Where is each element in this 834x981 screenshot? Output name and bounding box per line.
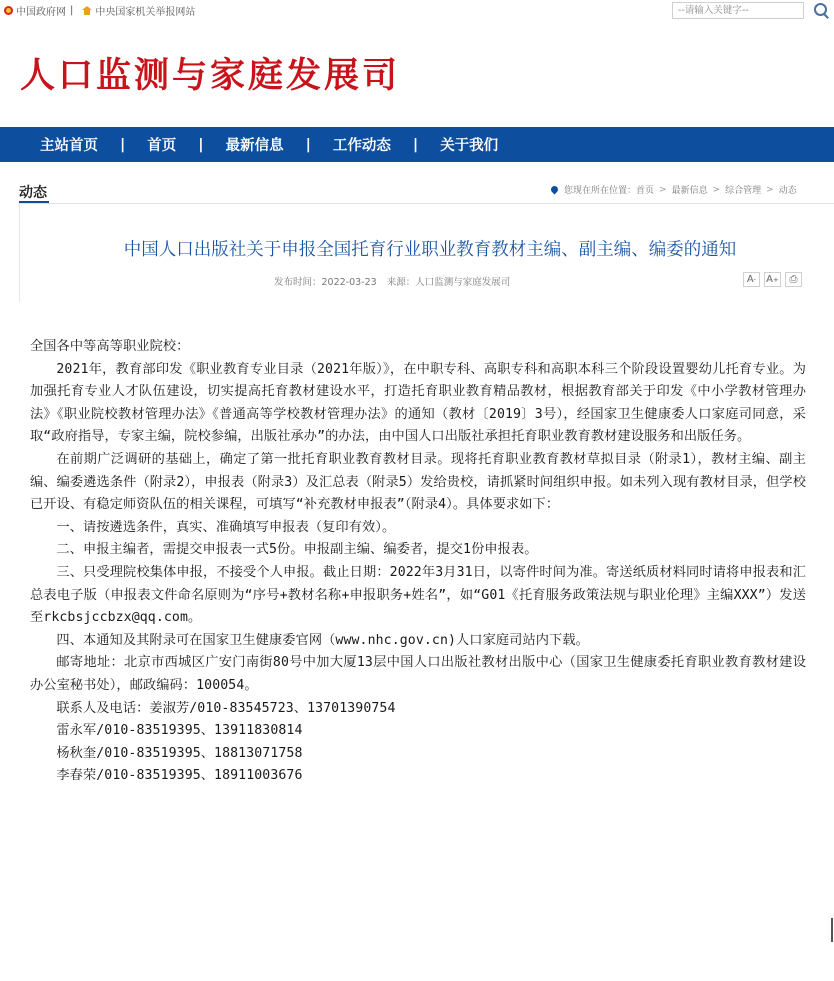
- search-icon-handle: [823, 13, 829, 19]
- font-larger-icon: A: [766, 274, 773, 285]
- gov-portal-link[interactable]: [4, 3, 66, 18]
- paragraph: 在前期广泛调研的基础上，确定了第一批托育职业教育教材目录。现将托育职业教育教材草拟目录（附录1），教材主编、副主编、编委遴选条件（附录2），申报表（附录3）及汇总表（附录5）发给贵校，请抓紧时间组织申报。如未列入现有教材目录，但学校已开设、有稳定师资队伍的相关课程，可填写“补充教材申报表”（附录4）。具体要求如下：: [30, 451, 806, 513]
- section-divider: [19, 203, 834, 204]
- main-nav: [0, 127, 834, 162]
- source-value: 人口监测与家庭发展司: [415, 277, 511, 288]
- home-icon: [82, 6, 92, 15]
- nav-item-about[interactable]: 关于我们: [440, 138, 499, 154]
- nav-separator: |: [412, 136, 419, 153]
- paragraph: 四、本通知及其附录可在国家卫生健康委官网（www.nhc.gov.cn)人口家庭司站内下载。: [56, 632, 589, 648]
- top-links: [4, 3, 195, 18]
- breadcrumb: [551, 183, 797, 196]
- top-utility-bar: [0, 0, 834, 22]
- breadcrumb-prefix: 您现在所在位置：: [564, 186, 637, 196]
- nav-item-latest[interactable]: 最新信息: [225, 138, 284, 154]
- nav-item-main-home[interactable]: 主站首页: [40, 138, 98, 154]
- national-emblem-icon: [4, 6, 13, 15]
- report-site-link-label: 中央国家机关举报网站: [95, 7, 196, 18]
- salutation: 全国各中等高等职业院校：: [30, 339, 190, 354]
- breadcrumb-arrow: >: [766, 184, 774, 195]
- paragraph: 二、申报主编者，需提交申报表一式5份。申报副主编、编委者，提交1份申报表。: [56, 542, 538, 558]
- site-title: 人口监测与家庭发展司: [20, 56, 401, 96]
- source-label: 来源：: [386, 277, 416, 288]
- breadcrumb-item-general[interactable]: 综合管理: [725, 186, 762, 196]
- article-body: [30, 336, 806, 788]
- publish-label: 发布时间：: [274, 277, 322, 288]
- article-title: 中国人口出版社关于申报全国托育行业职业教育教材主编、副主编、编委的通知: [123, 240, 737, 260]
- font-larger-button[interactable]: A +: [764, 272, 781, 287]
- paragraph: 邮寄地址：北京市西城区广安门南街80号中加大厦13层中国人口出版社教材出版中心（国家卫生健康委托育职业教育教材建设办公室秘书处），邮政编码：100054。: [30, 655, 806, 693]
- report-site-link[interactable]: [73, 3, 195, 18]
- print-icon: ⎙: [789, 274, 798, 285]
- print-button[interactable]: [785, 272, 802, 287]
- breadcrumb-item-home[interactable]: 首页: [636, 186, 655, 196]
- breadcrumb-item-current[interactable]: 动态: [778, 186, 797, 196]
- nav-separator: |: [120, 136, 126, 153]
- nav-item-home[interactable]: 首页: [147, 138, 177, 154]
- contact-line: 联系人及电话：姜淑芳/010-83545723、13701390754: [56, 700, 396, 716]
- breadcrumb-item-latest[interactable]: 最新信息: [671, 186, 708, 196]
- contact-line: 李春荣/010-83519395、18911003676: [56, 768, 303, 784]
- paragraph: 2021年，教育部印发《职业教育专业目录（2021年版）》，在中职专科、高职专科和高职本科三个阶段设置婴幼儿托育专业。为加强托育专业人才队伍建设，切实提高托育教材建设水平，打造托育职业教育精品教材，根据教育部关于印发《中小学教材管理办法》《职业院校教材管理办法》《普通高等学校教材管理办法》的通知（教材〔2019〕3号），经国家卫生健康委人口家庭司同意，采取“政府指导，专家主编，院校参编，出版社承办”的办法，由中国人口出版社承担托育职业教育教材建设服务和出版任务。: [30, 361, 806, 445]
- paragraph: 一、请按遴选条件，真实、准确填写申报表（复印有效）。: [56, 519, 396, 535]
- font-smaller-icon: A: [746, 274, 754, 285]
- contact-line: 雷永军/010-83519395、13911830814: [56, 723, 303, 739]
- article-tools: [743, 272, 802, 287]
- contact-line: 杨秋奎/010-83519395、18813071758: [56, 745, 303, 761]
- font-smaller-button[interactable]: A -: [743, 272, 760, 287]
- publish-date: 2022-03-23: [321, 277, 377, 288]
- breadcrumb-arrow: >: [712, 184, 721, 195]
- nav-separator: |: [305, 136, 311, 153]
- search-input[interactable]: [672, 2, 804, 19]
- search-button[interactable]: [812, 1, 832, 21]
- location-pin-icon: [550, 185, 560, 195]
- section-label: 动态: [19, 185, 47, 201]
- gov-portal-link-label: 中国政府网: [16, 7, 66, 18]
- article-meta: [274, 274, 510, 288]
- nav-separator: |: [198, 136, 204, 153]
- paragraph: 三、只受理院校集体申报，不接受个人申报。截止日期：2022年3月31日，以寄件时间为准。寄送纸质材料同时请将申报表和汇总表电子版（申报表文件命名原则为“序号+教材名称+申报职务+姓名”，如“G01《托育服务政策法规与职业伦理》主编XXX”）发送至rkcbsjccbzx@qq.com。: [30, 564, 806, 626]
- breadcrumb-arrow: >: [659, 184, 667, 195]
- top-links-separator: |: [70, 5, 74, 16]
- scrollbar-thumb[interactable]: [831, 918, 833, 942]
- nav-item-work-news[interactable]: 工作动态: [332, 138, 391, 154]
